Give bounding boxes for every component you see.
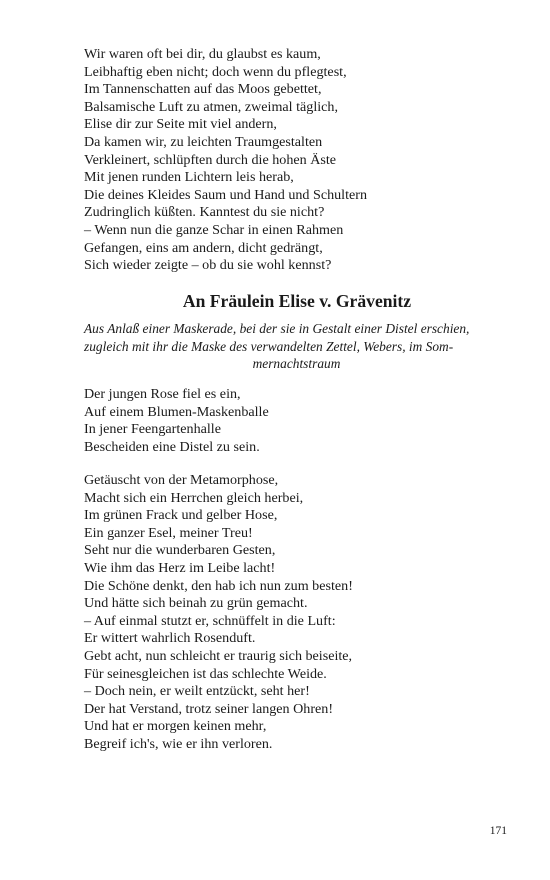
poem-stanza-1 bbox=[84, 46, 367, 275]
verse-line: – Doch nein, er weilt entzückt, seht her! bbox=[84, 683, 310, 700]
verse-line: Balsamische Luft zu atmen, zweimal täglich, bbox=[84, 98, 338, 115]
verse-line: Im Tannenschatten auf das Moos gebettet, bbox=[84, 81, 322, 98]
verse-line: Auf einem Blumen-Maskenballe bbox=[84, 403, 269, 420]
poem-subtitle-line: zugleich mit ihr die Maske des verwandelten Zettel, Webers, im Som- bbox=[84, 338, 454, 354]
poem-stanza-2 bbox=[84, 386, 269, 456]
verse-line: Wir waren oft bei dir, du glaubst es kaum, bbox=[84, 46, 321, 62]
poem-title: An Fräulein Elise v. Grävenitz bbox=[182, 291, 412, 311]
verse-line: Die deines Kleides Saum und Hand und Schultern bbox=[84, 186, 367, 203]
verse-line: Verkleinert, schlüpften durch die hohen Äste bbox=[84, 151, 337, 168]
page-number: 171 bbox=[489, 825, 507, 837]
verse-line: In jener Feengartenhalle bbox=[84, 421, 221, 438]
verse-line: Die Schöne denkt, den hab ich nun zum besten! bbox=[84, 577, 353, 594]
verse-line: Gebt acht, nun schleicht er traurig sich beiseite, bbox=[84, 647, 353, 664]
verse-line: Er wittert wahrlich Rosenduft. bbox=[84, 630, 256, 647]
verse-line: Leibhaftig eben nicht; doch wenn du pflegtest, bbox=[84, 63, 347, 80]
verse-line: Bescheiden eine Distel zu sein. bbox=[84, 438, 260, 455]
verse-line: Wie ihm das Herz im Leibe lacht! bbox=[84, 559, 276, 576]
verse-line: Mit jenen runden Lichtern leis herab, bbox=[84, 169, 294, 186]
poem-stanza-3 bbox=[84, 472, 353, 754]
verse-line: Elise dir zur Seite mit viel andern, bbox=[84, 116, 277, 133]
verse-line: Seht nur die wunderbaren Gesten, bbox=[84, 542, 276, 559]
verse-line: Zudringlich küßten. Kanntest du sie nicht? bbox=[84, 204, 325, 221]
verse-line: Der hat Verstand, trotz seiner langen Ohren! bbox=[84, 700, 334, 717]
verse-line: Ein ganzer Esel, meiner Treu! bbox=[84, 524, 253, 541]
verse-line: Sich wieder zeigte – ob du sie wohl kennst? bbox=[84, 257, 332, 274]
verse-line: – Wenn nun die ganze Schar in einen Rahmen bbox=[84, 221, 344, 238]
poem-subtitle-line: mernachtstraum bbox=[252, 356, 341, 372]
verse-line: Und hat er morgen keinen mehr, bbox=[84, 718, 267, 735]
verse-line: – Auf einmal stutzt er, schnüffelt in die Luft: bbox=[84, 612, 336, 629]
verse-line: Gefangen, eins am andern, dicht gedrängt, bbox=[84, 239, 323, 256]
verse-line: Und hätte sich beinah zu grün gemacht. bbox=[84, 595, 308, 612]
poem-subtitle-line: Aus Anlaß einer Maskerade, bei der sie in Gestalt einer Distel erschien, bbox=[84, 321, 470, 336]
verse-line: Der jungen Rose fiel es ein, bbox=[84, 386, 241, 402]
verse-line: Begreif ich's, wie er ihn verloren. bbox=[84, 735, 273, 752]
verse-line: Im grünen Frack und gelber Hose, bbox=[84, 507, 278, 524]
verse-line: Für seinesgleichen ist das schlechte Weide. bbox=[84, 665, 327, 682]
verse-line: Macht sich ein Herrchen gleich herbei, bbox=[84, 489, 304, 506]
verse-line: Getäuscht von der Metamorphose, bbox=[84, 472, 279, 488]
verse-line: Da kamen wir, zu leichten Traumgestalten bbox=[84, 133, 323, 150]
